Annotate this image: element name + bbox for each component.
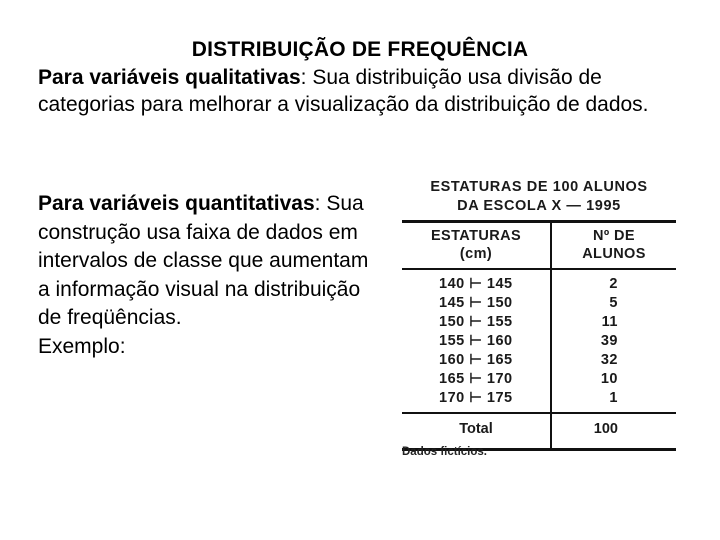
table-cell-count: 11 bbox=[601, 314, 618, 330]
col1-header-line1: ESTATURAS bbox=[430, 228, 522, 244]
table-cell-count: 10 bbox=[600, 371, 618, 387]
table-footnote: Dados fictícios. bbox=[402, 446, 487, 458]
col1-header-line2: (cm) bbox=[459, 246, 493, 262]
table-cell-count: 5 bbox=[609, 295, 618, 311]
count-column bbox=[552, 270, 676, 412]
table-cell-interval: 160 ⊢ 165 bbox=[439, 352, 513, 368]
table-body bbox=[402, 270, 676, 412]
table-cell-count: 32 bbox=[600, 352, 618, 368]
table-cell-interval: 140 ⊢ 145 bbox=[439, 276, 513, 292]
table-cell-interval: 170 ⊢ 175 bbox=[439, 390, 513, 406]
qualitative-label: Para variáveis qualitativas bbox=[38, 66, 301, 89]
qualitative-paragraph bbox=[38, 64, 688, 118]
total-label: Total bbox=[402, 414, 552, 448]
table-cell-count: 2 bbox=[609, 276, 618, 292]
table-title-line2: DA ESCOLA X — 1995 bbox=[457, 198, 621, 214]
table-cell-count: 39 bbox=[600, 333, 618, 349]
quantitative-text: : Sua construção usa faixa de dados em intervalos de classe que aumentam a informação visual na distribuição de freqüências. bbox=[38, 192, 369, 329]
col-header-alunos bbox=[552, 223, 676, 268]
table-title-line1: ESTATURAS DE 100 ALUNOS bbox=[430, 179, 648, 195]
table-cell-count: 1 bbox=[609, 390, 618, 406]
col-header-estaturas bbox=[402, 223, 552, 268]
quantitative-paragraph bbox=[38, 190, 383, 361]
table-cell-interval: 155 ⊢ 160 bbox=[439, 333, 513, 349]
col2-header-line2: ALUNOS bbox=[582, 246, 646, 262]
quantitative-label: Para variáveis quantitativas bbox=[38, 192, 315, 215]
table-cell-interval: 145 ⊢ 150 bbox=[439, 295, 513, 311]
total-value: 100 bbox=[593, 421, 618, 437]
interval-column bbox=[402, 270, 552, 412]
qualitative-text: : Sua distribuição usa divisão de categorias para melhorar a visualização da distribuição de dados. bbox=[38, 66, 649, 116]
slide-title: DISTRIBUIÇÃO DE FREQUÊNCIA bbox=[191, 38, 529, 61]
table-title bbox=[402, 178, 676, 216]
col2-header-line1: Nº DE bbox=[593, 228, 635, 244]
table-header bbox=[402, 223, 676, 268]
frequency-table bbox=[402, 178, 676, 451]
example-label: Exemplo: bbox=[38, 334, 126, 358]
table-total-row bbox=[402, 414, 676, 448]
table-cell-interval: 165 ⊢ 170 bbox=[439, 371, 513, 387]
table-cell-interval: 150 ⊢ 155 bbox=[439, 314, 513, 330]
